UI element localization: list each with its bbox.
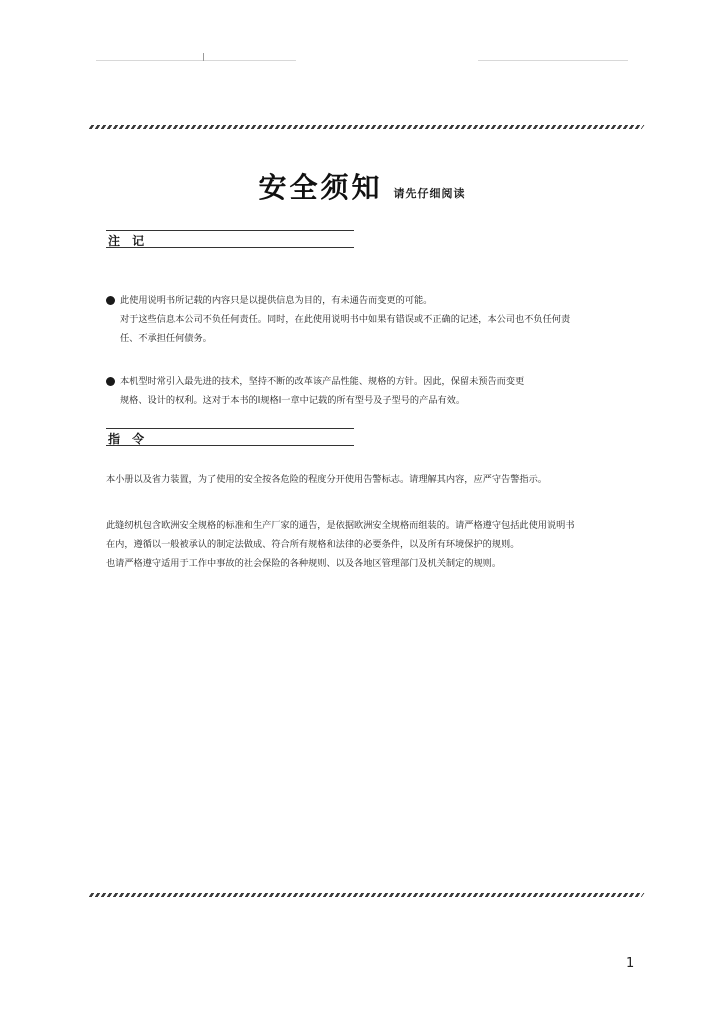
section-heading-instructions (106, 428, 354, 446)
instructions-paragraph-2-line-1: 此缝纫机包含欧洲安全规格的标准和生产厂家的通告，是依据欧洲安全规格而组装的。请严格遵守包括此使用说明书 (106, 520, 575, 531)
title-block (0, 166, 724, 206)
bottom-dashed-rule (89, 893, 645, 897)
top-dashed-rule (89, 125, 645, 129)
notes-bullet-2-line-1: 本机型时常引入最先进的技术，坚持不断的改革该产品性能、规格的方针。因此，保留未预告而变更 (120, 376, 525, 387)
section-heading-instructions-text: 指 令 (108, 432, 149, 446)
section-heading-notes-text: 注 记 (108, 234, 149, 248)
scan-tick (203, 53, 204, 61)
notes-bullet-2 (106, 372, 646, 410)
notes-bullet-1-line-1: 此使用说明书所记载的内容只是以提供信息为目的，有未通告而变更的可能。 (120, 295, 433, 306)
instructions-paragraph-1 (106, 470, 646, 489)
section-heading-notes (106, 230, 354, 248)
instructions-paragraph-2-line-3: 也请严格遵守适用于工作中事故的社会保险的各种规则、以及各地区管理部门及机关制定的规则。 (106, 558, 502, 569)
page-number: 1 (626, 956, 635, 971)
instructions-paragraph-2-line-2: 在内，遵循以一般被承认的制定法做成、符合所有规格和法律的必要条件，以及所有环境保护的规则。 (106, 539, 520, 550)
notes-bullet-1-line-2: 对于这些信息本公司不负任何责任。同时，在此使用说明书中如果有错误或不正确的记述，本公司也不负任何责 (120, 314, 571, 325)
notes-bullet-1-line-3: 任、不承担任何债务。 (120, 333, 212, 344)
instructions-paragraph-2 (106, 516, 646, 573)
scan-mark-right (478, 60, 628, 61)
bullet-icon (106, 377, 115, 386)
notes-bullet-2-line-2: 规格、设计的权利。这对于本书的l规格l一章中记载的所有型号及子型号的产品有效。 (120, 395, 466, 406)
scan-mark-left (96, 60, 296, 61)
notes-bullet-1 (106, 291, 646, 348)
page-title: 安全须知 (258, 171, 383, 204)
page-subtitle: 请先仔细阅读 (393, 187, 466, 200)
bullet-icon (106, 296, 115, 305)
instructions-paragraph-1-line-1: 本小册以及省力装置，为了使用的安全按各危险的程度分开使用告警标志。请理解其内容，应严守告警指示。 (106, 474, 547, 485)
